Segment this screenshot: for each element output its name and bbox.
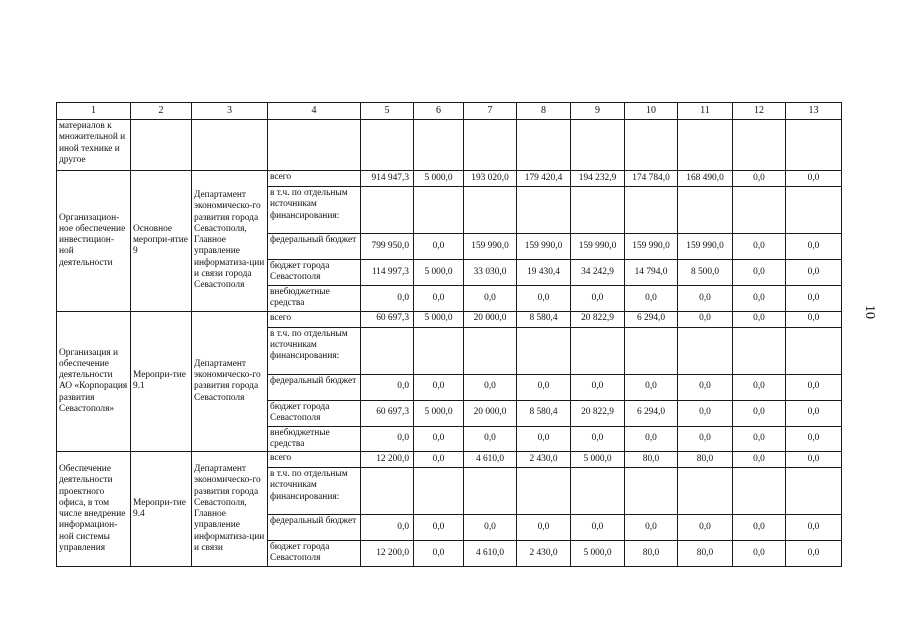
- page-number: 10: [862, 305, 877, 319]
- activity-name: Обеспечение деятельности проектного офиса, в том числе внедрение информацион-ной системы управления: [57, 452, 131, 567]
- carryover-text: материалов к множительной и иной технике и другое: [57, 120, 131, 171]
- amount-cell: [678, 187, 733, 234]
- funding-source-label: всего: [268, 171, 361, 187]
- amount-cell: 0,0: [786, 541, 842, 567]
- amount-cell: 4 610,0: [464, 452, 517, 468]
- amount-cell: 0,0: [414, 234, 464, 260]
- empty-cell: [517, 120, 571, 171]
- amount-cell: 159 990,0: [464, 234, 517, 260]
- amount-cell: 0,0: [464, 286, 517, 312]
- amount-cell: 20 000,0: [464, 400, 517, 426]
- amount-cell: 0,0: [571, 286, 625, 312]
- funding-source-label: федеральный бюджет: [268, 234, 361, 260]
- amount-cell: [786, 327, 842, 374]
- funding-source-label: внебюджетные средства: [268, 286, 361, 312]
- amount-cell: 34 242,9: [571, 260, 625, 286]
- empty-cell: [625, 120, 678, 171]
- funding-source-label: в т.ч. по отдельным источникам финансирования:: [268, 468, 361, 515]
- amount-cell: 0,0: [786, 286, 842, 312]
- amount-cell: 0,0: [786, 374, 842, 400]
- amount-cell: 914 947,3: [361, 171, 414, 187]
- amount-cell: 0,0: [414, 374, 464, 400]
- amount-cell: 0,0: [786, 171, 842, 187]
- amount-cell: 159 990,0: [625, 234, 678, 260]
- amount-cell: 33 030,0: [464, 260, 517, 286]
- amount-cell: 6 294,0: [625, 400, 678, 426]
- column-header: 13: [786, 103, 842, 120]
- amount-cell: 0,0: [625, 426, 678, 452]
- amount-cell: [733, 468, 786, 515]
- amount-cell: 0,0: [678, 400, 733, 426]
- amount-cell: 114 997,3: [361, 260, 414, 286]
- column-header: 7: [464, 103, 517, 120]
- amount-cell: 0,0: [786, 311, 842, 327]
- amount-cell: [517, 187, 571, 234]
- empty-cell: [268, 120, 361, 171]
- column-header: 3: [192, 103, 268, 120]
- amount-cell: [464, 327, 517, 374]
- amount-cell: 0,0: [517, 515, 571, 541]
- amount-cell: [517, 468, 571, 515]
- amount-cell: 0,0: [733, 426, 786, 452]
- amount-cell: 5 000,0: [414, 400, 464, 426]
- amount-cell: 0,0: [571, 374, 625, 400]
- amount-cell: 80,0: [678, 541, 733, 567]
- amount-cell: 14 794,0: [625, 260, 678, 286]
- amount-cell: [517, 327, 571, 374]
- amount-cell: 0,0: [414, 541, 464, 567]
- funding-source-label: всего: [268, 452, 361, 468]
- amount-cell: 0,0: [733, 311, 786, 327]
- amount-cell: [361, 468, 414, 515]
- executor-name: Департамент экономическо-го развития города Севастополя, Главное управление информатиза-ции и связи города Севастополя: [192, 171, 268, 312]
- measure-label: Основное меропри-ятие 9: [131, 171, 192, 312]
- amount-cell: [678, 327, 733, 374]
- amount-cell: 0,0: [625, 374, 678, 400]
- amount-cell: [733, 327, 786, 374]
- amount-cell: [733, 187, 786, 234]
- amount-cell: 8 500,0: [678, 260, 733, 286]
- carryover-row: [57, 120, 842, 171]
- amount-cell: 0,0: [361, 374, 414, 400]
- amount-cell: 80,0: [678, 452, 733, 468]
- amount-cell: [571, 468, 625, 515]
- amount-cell: 0,0: [786, 260, 842, 286]
- column-header: 2: [131, 103, 192, 120]
- funding-source-label: бюджет города Севастополя: [268, 260, 361, 286]
- amount-cell: 8 580,4: [517, 311, 571, 327]
- table-row: [57, 171, 842, 187]
- amount-cell: 20 822,9: [571, 311, 625, 327]
- amount-cell: 0,0: [786, 515, 842, 541]
- column-header: 8: [517, 103, 571, 120]
- amount-cell: [571, 187, 625, 234]
- measure-label: Меропри-тие 9.1: [131, 311, 192, 452]
- funding-source-label: в т.ч. по отдельным источникам финансирования:: [268, 327, 361, 374]
- amount-cell: 5 000,0: [414, 260, 464, 286]
- column-header: 6: [414, 103, 464, 120]
- amount-cell: 60 697,3: [361, 400, 414, 426]
- amount-cell: 159 990,0: [571, 234, 625, 260]
- amount-cell: 0,0: [733, 374, 786, 400]
- empty-cell: [571, 120, 625, 171]
- amount-cell: 0,0: [361, 426, 414, 452]
- amount-cell: [464, 468, 517, 515]
- amount-cell: 0,0: [678, 374, 733, 400]
- funding-source-label: федеральный бюджет: [268, 515, 361, 541]
- amount-cell: [625, 468, 678, 515]
- amount-cell: 0,0: [625, 286, 678, 312]
- amount-cell: [414, 468, 464, 515]
- column-header: 4: [268, 103, 361, 120]
- amount-cell: 0,0: [786, 452, 842, 468]
- empty-cell: [131, 120, 192, 171]
- amount-cell: 5 000,0: [414, 171, 464, 187]
- amount-cell: [786, 468, 842, 515]
- executor-name: Департамент экономическо-го развития города Севастополя, Главное управление информатиза-ции и связи: [192, 452, 268, 567]
- amount-cell: 168 490,0: [678, 171, 733, 187]
- amount-cell: 2 430,0: [517, 452, 571, 468]
- amount-cell: 194 232,9: [571, 171, 625, 187]
- amount-cell: 5 000,0: [571, 452, 625, 468]
- amount-cell: 0,0: [464, 426, 517, 452]
- amount-cell: 0,0: [733, 400, 786, 426]
- amount-cell: 0,0: [786, 234, 842, 260]
- funding-source-label: федеральный бюджет: [268, 374, 361, 400]
- amount-cell: 20 822,9: [571, 400, 625, 426]
- amount-cell: 0,0: [733, 234, 786, 260]
- amount-cell: [625, 327, 678, 374]
- amount-cell: 0,0: [733, 260, 786, 286]
- amount-cell: 0,0: [517, 426, 571, 452]
- amount-cell: 193 020,0: [464, 171, 517, 187]
- amount-cell: [786, 187, 842, 234]
- amount-cell: 179 420,4: [517, 171, 571, 187]
- column-header: 10: [625, 103, 678, 120]
- amount-cell: 80,0: [625, 452, 678, 468]
- amount-cell: 159 990,0: [678, 234, 733, 260]
- amount-cell: 0,0: [361, 286, 414, 312]
- empty-cell: [414, 120, 464, 171]
- amount-cell: [414, 187, 464, 234]
- table-row: [57, 452, 842, 468]
- activity-name: Организация и обеспечение деятельности АО «Корпорация развития Севастополя»: [57, 311, 131, 452]
- amount-cell: 0,0: [414, 515, 464, 541]
- amount-cell: 5 000,0: [571, 541, 625, 567]
- amount-cell: 0,0: [517, 374, 571, 400]
- column-header-row: [57, 103, 842, 120]
- column-header: 12: [733, 103, 786, 120]
- amount-cell: 19 430,4: [517, 260, 571, 286]
- amount-cell: 799 950,0: [361, 234, 414, 260]
- amount-cell: 20 000,0: [464, 311, 517, 327]
- amount-cell: 2 430,0: [517, 541, 571, 567]
- amount-cell: 159 990,0: [517, 234, 571, 260]
- empty-cell: [361, 120, 414, 171]
- amount-cell: 60 697,3: [361, 311, 414, 327]
- amount-cell: 4 610,0: [464, 541, 517, 567]
- column-header: 1: [57, 103, 131, 120]
- empty-cell: [786, 120, 842, 171]
- amount-cell: 5 000,0: [414, 311, 464, 327]
- amount-cell: 0,0: [733, 452, 786, 468]
- amount-cell: 0,0: [733, 286, 786, 312]
- empty-cell: [192, 120, 268, 171]
- amount-cell: 0,0: [678, 286, 733, 312]
- amount-cell: [571, 327, 625, 374]
- funding-source-label: бюджет города Севастополя: [268, 400, 361, 426]
- empty-cell: [678, 120, 733, 171]
- amount-cell: [678, 468, 733, 515]
- amount-cell: [414, 327, 464, 374]
- amount-cell: 8 580,4: [517, 400, 571, 426]
- funding-source-label: в т.ч. по отдельным источникам финансирования:: [268, 187, 361, 234]
- measure-label: Меропри-тие 9.4: [131, 452, 192, 567]
- amount-cell: 0,0: [678, 426, 733, 452]
- amount-cell: 12 200,0: [361, 452, 414, 468]
- amount-cell: [625, 187, 678, 234]
- funding-source-label: бюджет города Севастополя: [268, 541, 361, 567]
- amount-cell: [361, 187, 414, 234]
- amount-cell: 0,0: [571, 515, 625, 541]
- column-header: 9: [571, 103, 625, 120]
- funding-source-label: всего: [268, 311, 361, 327]
- amount-cell: 0,0: [733, 541, 786, 567]
- amount-cell: 0,0: [464, 515, 517, 541]
- amount-cell: 0,0: [414, 452, 464, 468]
- amount-cell: 12 200,0: [361, 541, 414, 567]
- column-header: 11: [678, 103, 733, 120]
- executor-name: Департамент экономическо-го развития города Севастополя: [192, 311, 268, 452]
- amount-cell: 0,0: [733, 515, 786, 541]
- funding-table: [56, 102, 842, 567]
- activity-name: Организацион-ное обеспечение инвестицион-ной деятельности: [57, 171, 131, 312]
- amount-cell: 0,0: [786, 426, 842, 452]
- amount-cell: 80,0: [625, 541, 678, 567]
- amount-cell: 6 294,0: [625, 311, 678, 327]
- column-header: 5: [361, 103, 414, 120]
- amount-cell: 0,0: [786, 400, 842, 426]
- funding-source-label: внебюджетные средства: [268, 426, 361, 452]
- table-row: [57, 311, 842, 327]
- amount-cell: 0,0: [625, 515, 678, 541]
- amount-cell: [464, 187, 517, 234]
- empty-cell: [464, 120, 517, 171]
- amount-cell: 0,0: [678, 515, 733, 541]
- amount-cell: 0,0: [678, 311, 733, 327]
- amount-cell: 0,0: [361, 515, 414, 541]
- amount-cell: 0,0: [517, 286, 571, 312]
- amount-cell: 0,0: [571, 426, 625, 452]
- empty-cell: [733, 120, 786, 171]
- amount-cell: 0,0: [414, 286, 464, 312]
- amount-cell: 0,0: [414, 426, 464, 452]
- amount-cell: 174 784,0: [625, 171, 678, 187]
- amount-cell: 0,0: [733, 171, 786, 187]
- amount-cell: 0,0: [464, 374, 517, 400]
- amount-cell: [361, 327, 414, 374]
